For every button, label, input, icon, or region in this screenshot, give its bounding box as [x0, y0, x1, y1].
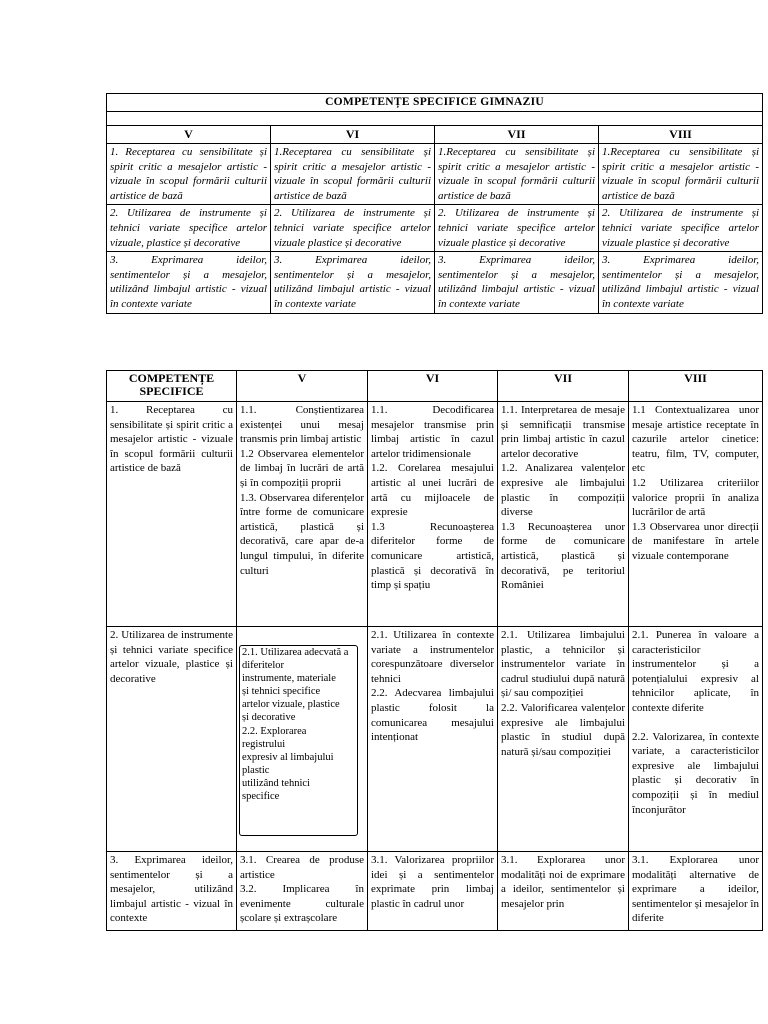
table-cell: 3. Exprimarea ideilor, sentimentelor și a mesajelor, utilizând limbajul artistic - vizual în contexte variate: [599, 252, 763, 313]
competence-cell: 3. Exprimarea ideilor, sentimentelor și a mesajelor, utilizând limbajul artistic - vizual în contexte: [107, 852, 237, 931]
objective-text: 2.1. Punerea în valoare a caracteristicilor instrumentelor și a potențialului expresiv al tehnicilor aplicate, în contexte diferite: [632, 629, 759, 714]
objective-text: 2.2. Adecvarea limbajului plastic folosit la comunicarea mesajului intenționat: [371, 687, 494, 744]
objective-text: 3.1. Valorizarea propriilor idei și a sentimentelor exprimate prin limbaj plastic în cadrul unor: [371, 854, 494, 910]
table-cell: [237, 627, 368, 852]
table-cell: [498, 402, 629, 627]
column-header-viii: VIII: [599, 126, 763, 144]
column-header-vi: VI: [368, 371, 498, 402]
blank-row: [107, 112, 763, 126]
box-line: specifice: [242, 791, 280, 803]
competence-cell: 1. Receptarea cu sensibilitate și spirit critic a mesajelor artistic - vizuale în scopul formării culturii artistice de bază: [107, 402, 237, 627]
table-cell: [629, 402, 763, 627]
column-header-viii: VIII: [629, 371, 763, 402]
table-cell: [237, 402, 368, 627]
table-cell: [368, 627, 498, 852]
competente-detaliate-table: [106, 370, 763, 931]
objective-text: 1.3 Recunoașterea unor forme de comunicare artistică, plastică și decorativă, pe teritoriul României: [501, 520, 625, 592]
table-cell: [629, 852, 763, 931]
text-box: [239, 645, 358, 836]
objective-text: 1.2 Observarea elementelor de limbaj în lucrări de artă și în compoziții proprii: [240, 447, 364, 489]
objective-text: 2.1. Utilizarea limbajului plastic, a tehnicilor și instrumentelor variate în cadrul studiului după natură și/ sau compoziției: [501, 629, 625, 700]
column-header-vii: VII: [435, 126, 599, 144]
objective-text: 3.2. Implicarea în evenimente culturale școlare și extrașcolare: [240, 883, 364, 925]
box-line: registrului: [242, 738, 286, 750]
objective-text: 2.1. Utilizarea în contexte variate a instrumentelor corespunzătoare diverselor tehnici: [371, 629, 494, 685]
objective-text: 2.2. Valorizarea, în contexte variate, a caracteristicilor expresive ale limbajului plastic și decorativ în compoziții și în mediul înconjurător: [632, 730, 759, 816]
table-cell: 2. Utilizarea de instrumente și tehnici variate specifice artelor vizuale, plastice și decorative: [107, 205, 271, 252]
objective-text: 3.1. Explorarea unor modalități alternative de exprimare a ideilor, sentimentelor și mesajelor în diferite: [632, 854, 759, 925]
objective-text: 1.2. Analizarea valențelor expresive ale limbajului plastic în compoziții diverse: [501, 462, 625, 519]
objective-text: 3.1. Crearea de produse artistice: [240, 854, 364, 881]
box-line: diferitelor: [242, 660, 284, 672]
table-cell: [498, 627, 629, 852]
objective-text: 1.2. Corelarea mesajului artistic al unei lucrări de artă cu mijloacele de expresie: [371, 462, 494, 519]
objective-text: 1.3. Observarea diferențelor între forme de comunicare artistică, plastică și decorativă, care apar de-a lungul timpului, în diferite culturi: [240, 491, 364, 577]
objective-text: 1.1. Decodificarea mesajelor transmise prin limbaj artistic în cazul artelor tridimensionale: [371, 404, 494, 460]
table-cell: 3. Exprimarea ideilor, sentimentelor și a mesajelor, utilizând limbajul artistic - vizual în contexte variate: [435, 252, 599, 313]
box-line: utilizând tehnici: [242, 777, 310, 789]
table-cell: 2. Utilizarea de instrumente și tehnici variate specifice artelor vizuale plastice și decorative: [435, 205, 599, 252]
column-header-v: V: [107, 126, 271, 144]
objective-text: 3.1. Explorarea unor modalități noi de exprimare a ideilor, sentimentelor și mesajelor prin: [501, 854, 625, 910]
box-line: și tehnici specifice: [242, 686, 321, 698]
competente-gimnaziu-table: [106, 93, 763, 314]
table-cell: 1. Receptarea cu sensibilitate și spirit critic a mesajelor artistic - vizuale în scopul formării culturii artistice de bază: [107, 144, 271, 205]
table-cell: [498, 852, 629, 931]
column-header-v: V: [237, 371, 368, 402]
box-line: artelor vizuale, plastice: [242, 699, 340, 711]
table-cell: 1.Receptarea cu sensibilitate și spirit critic a mesajelor artistic - vizuale în scopul formării culturii artistice de bază: [271, 144, 435, 205]
objective-text: 1.1 Contextualizarea unor mesaje artistice receptate în cazurile artelor cinetice: teatru, film, TV, computer, etc: [632, 404, 759, 475]
table-cell: [237, 852, 368, 931]
table-cell: [368, 852, 498, 931]
box-line: plastic: [242, 764, 270, 776]
column-header-vi: VI: [271, 126, 435, 144]
objective-text: 1.1. Interpretarea de mesaje și semnificații transmise prin limbaj artistic în cazul artelor decorative: [501, 404, 625, 460]
table-cell: 1.Receptarea cu sensibilitate și spirit critic a mesajelor artistic - vizuale în scopul formării culturii artistice de bază: [435, 144, 599, 205]
objective-text: 1.1. Conștientizarea existenței unui mesaj transmis prin limbaj artistic: [240, 404, 364, 446]
column-header-vii: VII: [498, 371, 629, 402]
box-line: și decorative: [242, 712, 296, 724]
competence-cell: 2. Utilizarea de instrumente și tehnici variate specifice artelor vizuale, plastice și decorative: [107, 627, 237, 852]
box-line: 2.1. Utilizarea adecvată a: [242, 647, 349, 658]
box-line: expresiv al limbajului: [242, 751, 334, 763]
table-cell: [368, 402, 498, 627]
table-cell: [629, 627, 763, 852]
table-cell: 3. Exprimarea ideilor, sentimentelor și a mesajelor, utilizând limbajul artistic - vizual în contexte variate: [271, 252, 435, 313]
table-cell: 1.Receptarea cu sensibilitate și spirit critic a mesajelor artistic - vizuale în scopul formării culturii artistice de bază: [599, 144, 763, 205]
objective-text: 1.3 Recunoașterea diferitelor forme de comunicare artistică, plastică și decorativă în timp și spațiu: [371, 520, 494, 592]
objective-text: 1.3 Observarea unor direcții de manifestare în artele vizuale contemporane: [632, 520, 759, 562]
box-line: instrumente, materiale: [242, 673, 336, 685]
table-cell: 3. Exprimarea ideilor, sentimentelor și a mesajelor, utilizând limbajul artistic - vizual în contexte variate: [107, 252, 271, 313]
column-header-competente: COMPETENȚE SPECIFICE: [107, 371, 237, 402]
table-cell: 2. Utilizarea de instrumente și tehnici variate specifice artelor vizuale plastice și decorative: [271, 205, 435, 252]
objective-text: 2.2. Valorificarea valențelor expresive ale limbajului plastic în studiul după natură și/sau compoziției: [501, 701, 625, 758]
table-cell: 2. Utilizarea de instrumente și tehnici variate specifice artelor vizuale plastice și decorative: [599, 205, 763, 252]
objective-text: 1.2 Utilizarea criteriilor valorice proprii în analiza lucrărilor de artă: [632, 476, 759, 519]
table-title: COMPETENȚE SPECIFICE GIMNAZIU: [107, 94, 763, 112]
box-line: 2.2. Explorarea: [242, 725, 307, 737]
